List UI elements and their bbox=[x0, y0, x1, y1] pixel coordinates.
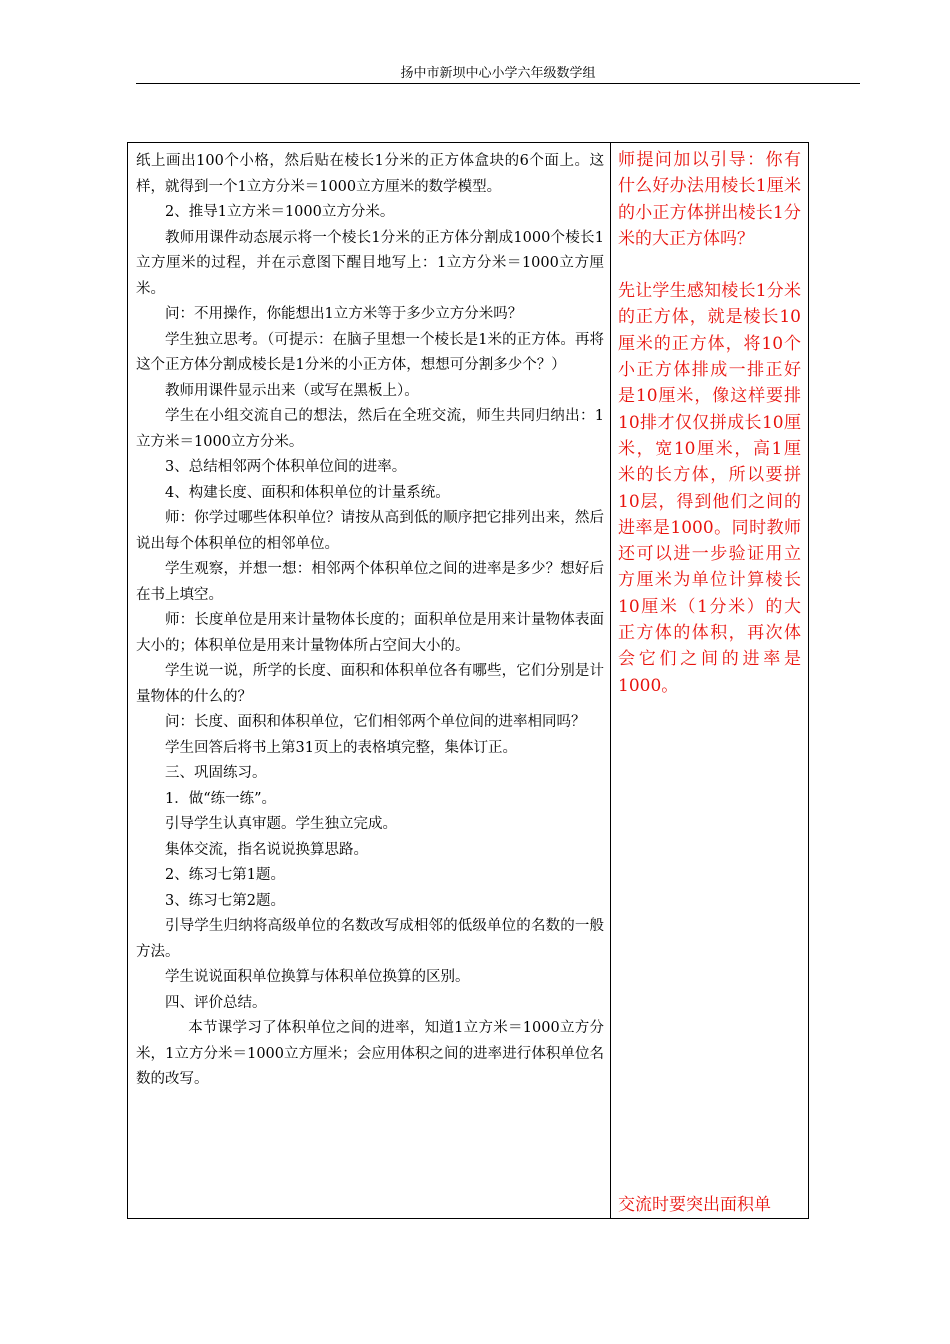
text-line: 4、构建长度、面积和体积单位的计量系统。 bbox=[165, 484, 450, 501]
text-line: 三、巩固练习。 bbox=[165, 765, 267, 781]
text-line: 本节课学习了体积单位之间的进率，知道1立方米＝1000立方分米，1立方分米＝1000立方厘米；会应用体积之间的进率进行体积单位名数的改写。 bbox=[136, 1020, 604, 1087]
text-line: 学生独立思考。（可提示：在脑子里想一个棱长是1米的正方体。再将这个正方体分割成棱长是1分米的小正方体，想想可分割多少个？） bbox=[136, 331, 604, 373]
text-line: 学生观察，并想一想：相邻两个体积单位之间的进率是多少？想好后在书上填空。 bbox=[136, 561, 604, 603]
note-paragraph: 师提问加以引导：你有什么好办法用棱长1厘米的小正方体拼出棱长1分米的大正方体吗？ bbox=[618, 150, 801, 249]
text-line: 教师用课件显示出来（或写在黑板上）。 bbox=[165, 382, 419, 399]
header-rule bbox=[136, 83, 860, 84]
text-line: 问：不用操作，你能想出1立方米等于多少立方分米吗？ bbox=[165, 306, 523, 322]
note-gap bbox=[618, 252, 801, 278]
text-line: 集体交流，指名说说换算思路。 bbox=[165, 841, 368, 858]
text-line: 学生说说面积单位换算与体积单位换算的区别。 bbox=[165, 969, 470, 985]
teacher-notes-column bbox=[618, 147, 801, 699]
lesson-table bbox=[127, 142, 809, 1219]
text-line: 3、总结相邻两个体积单位间的进率。 bbox=[165, 459, 407, 475]
text-line: 2、练习七第1题。 bbox=[165, 867, 285, 883]
page-header: 扬中市新坝中心小学六年级数学组 bbox=[400, 66, 596, 81]
column-divider bbox=[610, 143, 611, 1218]
note-paragraph: 先让学生感知棱长1分米的正方体，就是棱长10厘米的正方体，将10个小正方体排成一排正好是10厘米，像这样要排10排才仅仅拼成长10厘米，宽10厘米，高1厘米的长方体，所以要拼10层，得到他们之间的进率是1000。同时教师还可以进一步验证用立方厘米为单位计算棱长10厘米（1分米）的大正方体的体积，再次体会它们之间的进率是1000。 bbox=[618, 281, 801, 696]
text-line: 1．做“练一练”。 bbox=[165, 790, 277, 807]
text-line: 引导学生归纳将高级单位的名数改写成相邻的低级单位的名数的一般方法。 bbox=[136, 918, 604, 960]
text-line: 3、练习七第2题。 bbox=[165, 892, 285, 909]
text-line: 学生在小组交流自己的想法，然后在全班交流，师生共同归纳出：1立方米＝1000立方分米。 bbox=[136, 408, 604, 450]
text-line: 四、评价总结。 bbox=[165, 994, 267, 1011]
note-continuation: 交流时要突出面积单 bbox=[618, 1195, 771, 1215]
text-line: 师：你学过哪些体积单位？请按从高到低的顺序把它排列出来，然后说出每个体积单位的相邻单位。 bbox=[136, 510, 604, 552]
text-line: 2、推导1立方米＝1000立方分米。 bbox=[165, 204, 395, 220]
text-line: 问：长度、面积和体积单位，它们相邻两个单位间的进率相同吗？ bbox=[165, 714, 586, 730]
text-line: 师：长度单位是用来计量物体长度的；面积单位是用来计量物体表面大小的；体积单位是用来计量物体所占空间大小的。 bbox=[136, 612, 604, 654]
text-line: 教师用课件动态展示将一个棱长1分米的正方体分割成1000个棱长1立方厘米的过程，并在示意图下醒目地写上：1立方分米＝1000立方厘米。 bbox=[136, 229, 604, 297]
text-line: 学生说一说，所学的长度、面积和体积单位各有哪些，它们分别是计量物体的什么的？ bbox=[136, 663, 604, 705]
text-line: 引导学生认真审题。学生独立完成。 bbox=[165, 816, 397, 832]
lesson-process-column bbox=[136, 149, 604, 1093]
text-line: 学生回答后将书上第31页上的表格填完整，集体订正。 bbox=[165, 739, 517, 756]
text-line: 纸上画出100个小格，然后贴在棱长1分米的正方体盒块的6个面上。这样，就得到一个1立方分米＝1000立方厘米的数学模型。 bbox=[136, 153, 604, 195]
